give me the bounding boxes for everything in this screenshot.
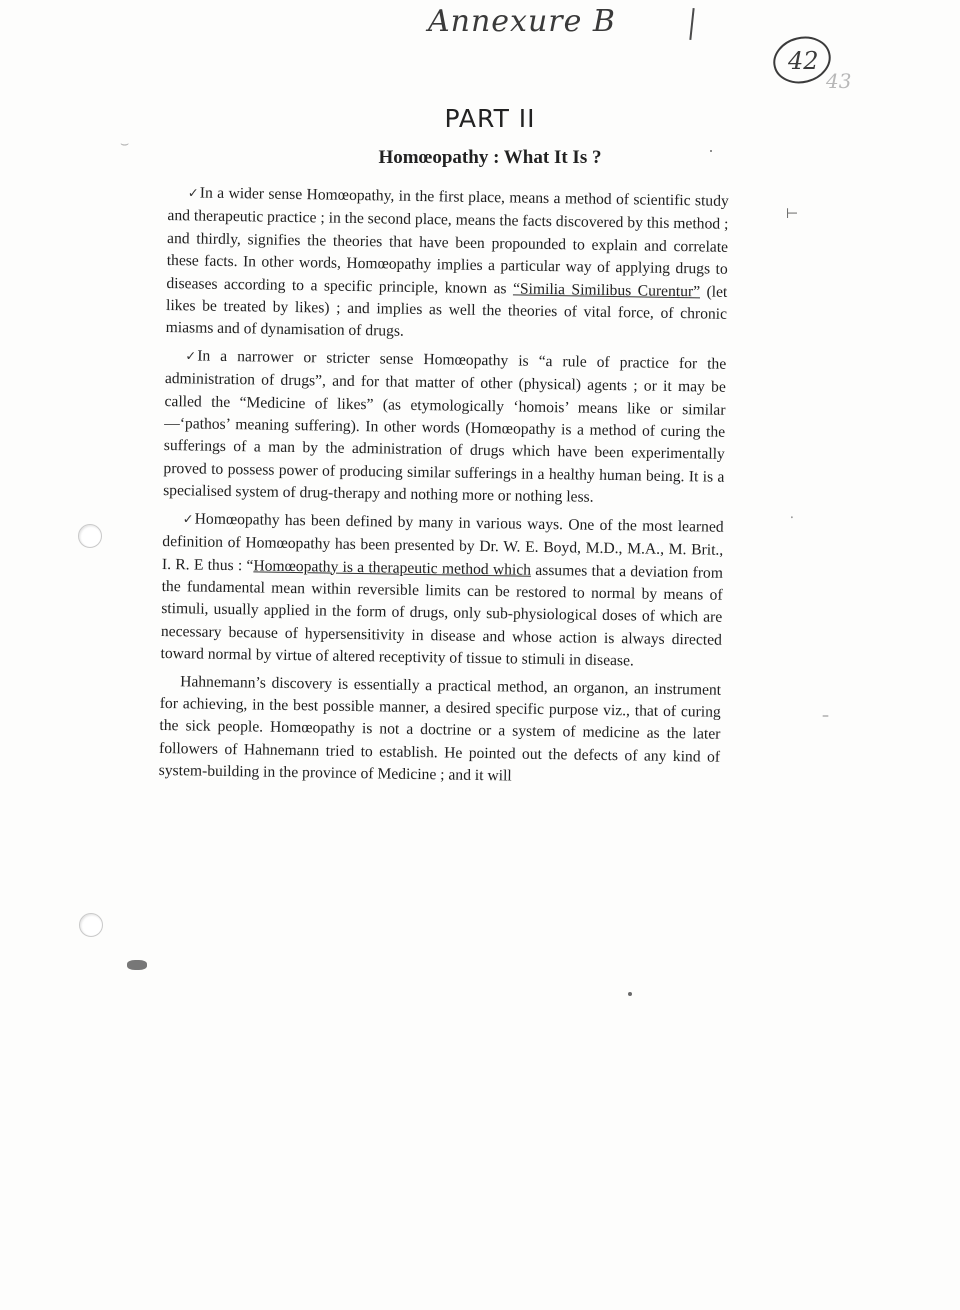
paragraph-text: Hahnemann’s discovery is essentially a practical method, an organon, an instrument for achieving, in the best possible manner, a desired specific purpose viz., that of curing the sick people. Homœopathy is not a doctrine or a system of medicine as the later followers of Hahnemann tried to establish. He pointed out the defects of any kind of system-building in the province of Medicine ; and it will xyxy=(158,672,722,785)
paragraph-text: Homœopathy has been defined by many in various ways. One of the most learned definition of Homœopathy has been presented by Dr. W. E. Boyd, M.D., M.A., M. Brit., I. R. E thus : “ xyxy=(161,510,724,574)
underlined-text: Homœopathy is a therapeutic method which xyxy=(253,556,532,579)
margin-pen-mark: – xyxy=(822,708,829,724)
paragraph-text: In a narrower or stricter sense Homœopathy is “a rule of practice for the administration of drugs”, and for that matter of other (physical) agents ; or it may be called the “Medicine of likes” (as etymologically ‘homois’ means like or similar—‘pathos’ meaning suffering). In other words (Homœopathy is a method of curing the sufferings of a man by the administration of drugs which have been experimentally proved to possess power of producing similar sufferings in a healthy human being. It is a specialised system of drug-therapy and nothing more or nothing less. xyxy=(163,347,727,507)
margin-pen-mark: ⊢ xyxy=(786,206,799,222)
page-number-stamp xyxy=(770,24,854,96)
paragraph xyxy=(166,182,729,349)
paragraph-text: assumes that a deviation from the fundamental mean within reversible limits can be restored to normal by means of stimuli, usually applied in the form of drugs, only sub-physiological doses of which are necessary because of hypersensitivity in disease and whose action is always directed toward normal by virtue of altered receptivity of tissue to stimuli in disease. xyxy=(160,561,724,670)
part-title: PART II xyxy=(444,104,536,133)
ink-speck xyxy=(628,992,632,996)
underlined-text: “Similia Similibus Curentur” xyxy=(512,280,701,300)
tick-mark-icon: ✓ xyxy=(187,186,199,202)
pen-stroke xyxy=(689,8,694,40)
annexure-note: Annexure B xyxy=(428,4,616,39)
ink-speck xyxy=(710,150,712,152)
paragraph xyxy=(159,670,722,791)
body-text xyxy=(158,182,728,796)
paragraph-text: (let likes be treated by likes) ; and implies as well the theories of vital force, of chronic miasms and of dynamisation of drugs. xyxy=(165,282,728,341)
margin-pen-mark: ⌣ xyxy=(120,136,130,152)
paragraph xyxy=(160,508,723,675)
page-number-circled: 42 xyxy=(788,47,819,75)
paragraph xyxy=(163,345,726,512)
section-title: Homœopathy : What It Is ? xyxy=(378,147,602,168)
ink-blot xyxy=(127,960,147,970)
punch-hole-top xyxy=(78,524,102,548)
page-number-faint: 43 xyxy=(826,69,852,93)
punch-hole-bottom xyxy=(79,913,103,937)
margin-pen-mark: ⸱ xyxy=(790,510,794,526)
tick-mark-icon: ✓ xyxy=(182,511,194,528)
tick-mark-icon: ✓ xyxy=(185,349,197,365)
paragraph-text: In a wider sense Homœopathy, in the first place, means a method of scientific study and therapeutic practice ; in the second place, means the facts discovered by this method ; and thirdly, signifies the theories that have been propounded to explain and correlate these facts. In other words, Homœopathy implies a particular way of applying drugs to diseases according to a specific principle, known as xyxy=(166,184,729,298)
